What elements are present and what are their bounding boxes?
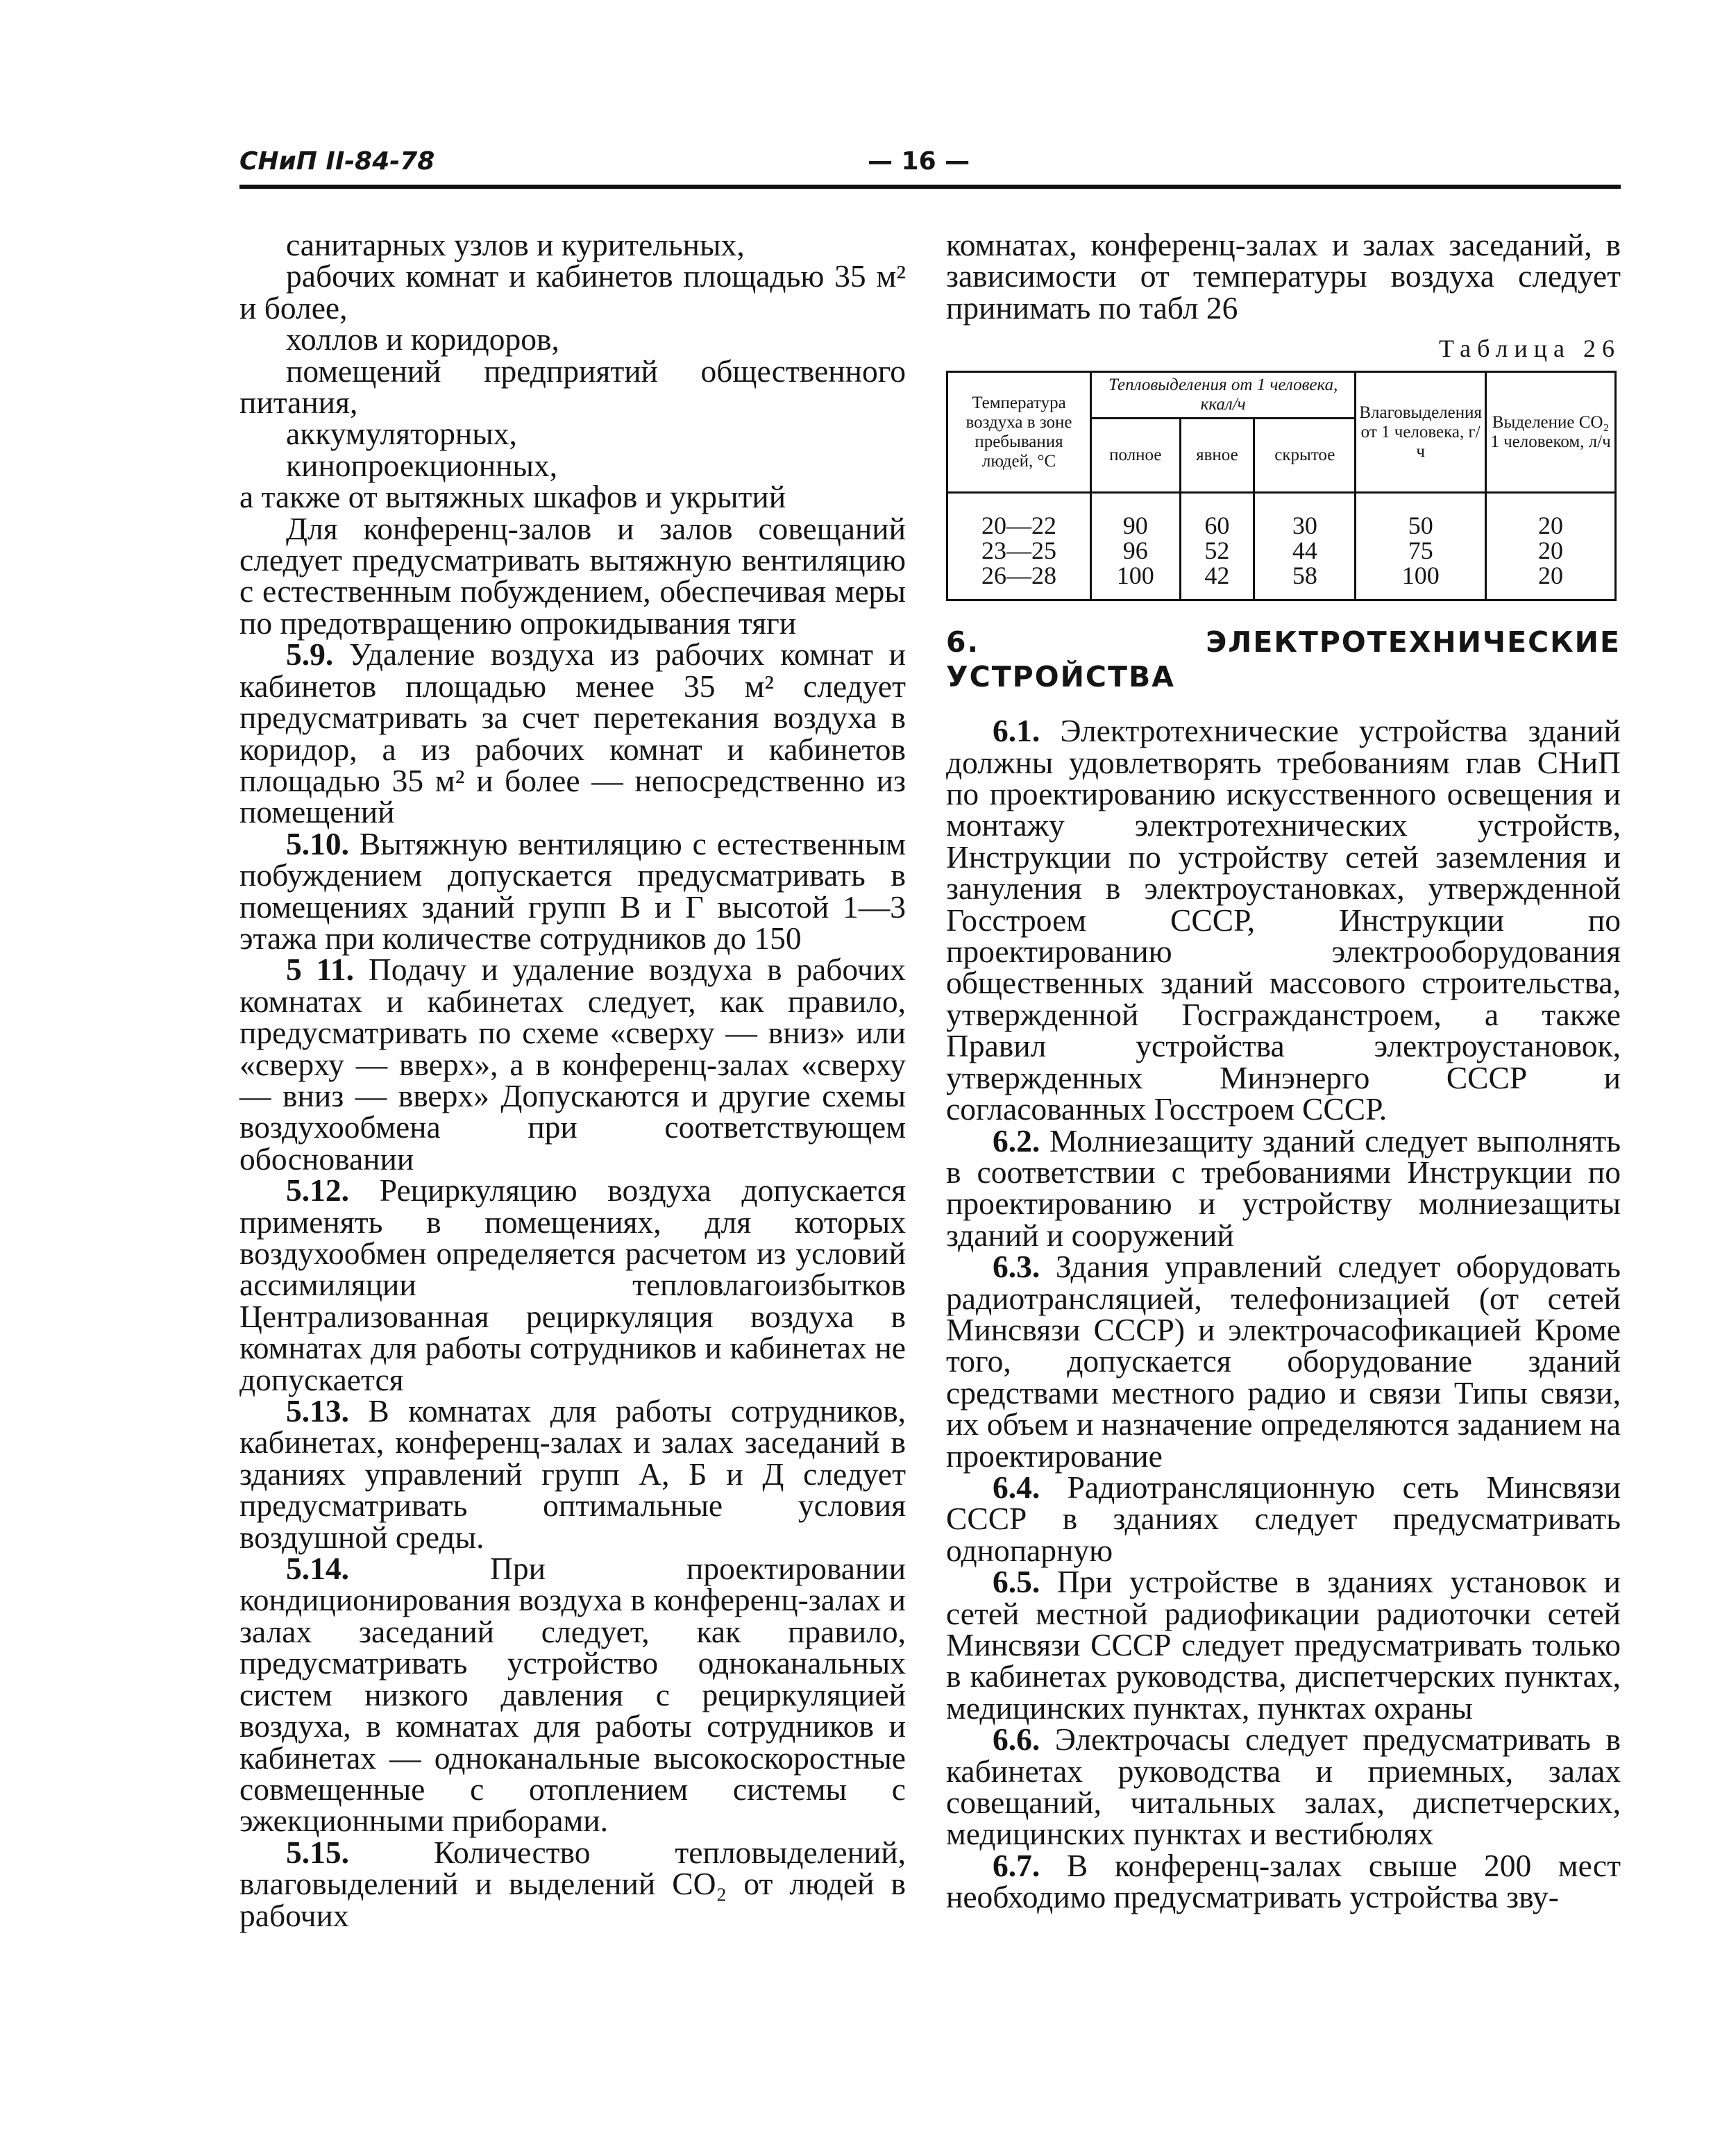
paragraph-number: 5.14. [286,1551,491,1587]
paragraph-text: Количество тепловыделений, влаговыделений и выделений СО₂ от людей в рабочих [239,1834,906,1933]
right-paragraph [946,715,1621,1125]
left-paragraph [239,416,906,452]
right-paragraph [946,1469,1621,1568]
left-paragraph [239,1553,906,1837]
paragraph-number: 6.1. [993,713,1061,749]
header-moisture: Влаговыделения от 1 человека, г/ч [1356,372,1486,493]
table-cell-full: 100 [1091,563,1181,600]
header-rule [239,185,1621,189]
table-row [947,493,1616,539]
paragraph-number: 6.3. [993,1249,1056,1285]
table-cell-moisture: 50 [1356,493,1486,539]
header-heat-group: Тепловыделения от 1 человека, ккал/ч [1091,372,1356,419]
paragraph-number: 6.2. [993,1122,1049,1159]
right-paragraph [946,1566,1621,1724]
table-cell-co2: 20 [1486,493,1616,539]
left-paragraph [239,258,906,326]
header-heat-full: полное [1091,419,1181,493]
paragraph-text: В комнатах для работы сотрудников, кабинетах, конференц-залах и залах заседаний в зданиях управлений групп А, Б и Д следует предусматривать оптимальные условия воздушной среды. [239,1393,906,1555]
right-paragraph [946,1251,1621,1472]
page-header [239,147,1621,182]
paragraph-text: Здания управлений следует оборудовать радиотрансляцией, телефонизацией (от сетей Минсвязи СССР) и электрочасофикацией Кроме того, допускается оборудование зданий средствами местного радио и связи Типы связи, их объем и назначение определяются заданием на проектирование [946,1249,1621,1474]
left-paragraph [239,355,906,419]
document-code: СНиП II-84-78 [239,147,435,176]
table-row [947,538,1616,563]
table-cell-latent: 44 [1254,538,1356,563]
left-paragraph [239,637,906,830]
section-paragraphs [946,713,1621,1915]
right-column [946,229,1621,1913]
paragraph-text: Электротехнические устройства зданий должны удовлетворять требованиям глав СНиП по проектированию искусственного освещения и монтажу электротехнических устройств, Инструкции по устройству сетей заземления и зануления в электроустановках, утвержденной Госстроем СССР, Инструкции по проектированию электрооборудования общественных зданий массового строительства, утвержденной Госгражданстроем, а также Правил устройства электроустановок, утвержденных Минэнерго СССР и согласованных Госстроем СССР. [946,713,1621,1127]
table-cell-sensible: 52 [1180,538,1254,563]
table-cell-moisture: 100 [1356,563,1486,600]
left-paragraph [239,323,906,355]
paragraph-text: Вытяжную вентиляцию с естественным побуждением допускается предусматривать в помещениях зданий групп В и Г высотой 1—3 этажа при количестве сотрудников до 150 [239,825,906,956]
table-26 [946,371,1617,601]
left-paragraph [239,510,906,641]
paragraph-text: Рециркуляцию воздуха допускается применять в помещениях, для которых воздухообмен определяется расчетом из условий ассимиляции тепловлагоизбытков Централизованная рециркуляция воздуха в комнатах для работы сотрудников и кабинетах не допускается [239,1172,906,1397]
paragraph-text: холлов и коридоров, [286,321,559,357]
paragraph-number: 5.13. [286,1393,369,1429]
table-intro-text: комнатах, конференц-залах и залах заседаний, в зависимости от температуры воздуха следует принимать по табл 26 [946,227,1621,326]
right-paragraph [946,1122,1621,1253]
section-title: 6. ЭЛЕКТРОТЕХНИЧЕСКИЕ УСТРОЙСТВА [946,625,1621,694]
paragraph-text: а также от вытяжных шкафов и укрытий [239,479,786,515]
paragraph-number: 6.4. [993,1469,1068,1505]
paragraph-number: 5.9. [286,637,349,673]
table-cell-co2: 20 [1486,538,1616,563]
paragraph-text: помещений предприятий общественного питания, [239,353,906,421]
table-cell-temp: 23—25 [947,538,1091,563]
table-cell-sensible: 60 [1180,493,1254,539]
header-heat-latent: скрытое [1254,419,1356,493]
table-cell-co2: 20 [1486,563,1616,600]
left-paragraph [239,825,906,956]
paragraph-number: 6.6. [993,1721,1055,1758]
paragraph-text: аккумуляторных, [286,416,517,452]
paragraph-number: 5.15. [286,1834,434,1870]
paragraph-number: 6.5. [993,1564,1057,1600]
left-paragraph [239,1174,906,1395]
paragraph-number: 5.10. [286,825,360,861]
right-paragraph [946,1721,1621,1852]
header-temperature: Температура воздуха в зоне пребывания людей, °С [947,372,1091,493]
table-cell-full: 90 [1091,493,1181,539]
left-paragraph [239,1834,906,1933]
paragraph-text: В конференц-залах свыше 200 мест необходимо предусматривать устройства зву- [946,1847,1621,1915]
paragraph-text: санитарных узлов и курительных, [286,227,745,262]
paragraph-number: 6.7. [993,1847,1067,1883]
paragraph-text: Электрочасы следует предусматривать в кабинетах руководства и приемных, залах совещаний, читальных залах, диспетчерских, медицинских пунктах и вестибюлях [946,1721,1621,1852]
paragraph-text: Удаление воздуха из рабочих комнат и кабинетов площадью менее 35 м² следует предусматривать за счет перетекания воздуха в коридор, а из рабочих комнат и кабинетов площадью 35 м² и более — непосредственно из помещений [239,637,906,830]
paragraph-text: При проектировании кондиционирования воздуха в конференц-залах и залах заседаний следует, как правило, предусматривать устройство одноканальных систем низкого давления с рециркуляцией воздуха, в комнатах для работы сотрудников и кабинетах — одноканальные высокоскоростные совмещенные с отоплением системы с эжекционными приборами. [239,1551,906,1839]
table-caption: Таблица 26 [1439,335,1621,363]
paragraph-text: Для конференц-залов и залов совещаний следует предусматривать вытяжную вентиляцию с естественным побуждением, обеспечивая меры по предотвращению опрокидывания тяги [239,510,906,641]
table-body [947,493,1616,600]
left-paragraph [239,1395,906,1553]
table-cell-latent: 58 [1254,563,1356,600]
paragraph-text: Радиотрансляционную сеть Минсвязи СССР в зданиях следует предусматривать однопарную [946,1469,1621,1568]
paragraph-number: 5.12. [286,1172,380,1208]
header-co2: Выделение СО₂ 1 человеком, л/ч [1486,372,1616,493]
table-row [947,563,1616,600]
header-heat-sensible: явное [1180,419,1254,493]
table-cell-latent: 30 [1254,493,1356,539]
left-paragraph [239,952,906,1177]
page-number: — 16 — [868,147,970,176]
paragraph-number: 5 11. [286,952,369,988]
table-cell-temp: 26—28 [947,563,1091,600]
right-paragraph [946,1847,1621,1915]
paragraph-text: Молниезащиту зданий следует выполнять в соответствии с требованиями Инструкции по проектированию и устройству молниезащиты зданий и сооружений [946,1122,1621,1253]
table-cell-sensible: 42 [1180,563,1254,600]
left-paragraph [239,229,906,260]
paragraph-text: При устройстве в зданиях установок и сетей местной радиофикации радиоточки сетей Минсвязи СССР следует предусматривать только в кабинетах руководства, диспетчерских пунктах, медицинских пунктах, пунктах охраны [946,1564,1621,1726]
table-cell-temp: 20—22 [947,493,1091,539]
left-paragraph [239,447,906,483]
paragraph-text: рабочих комнат и кабинетов площадью 35 м² и более, [239,258,906,326]
paragraph-text: Подачу и удаление воздуха в рабочих комнатах и кабинетах следует, как правило, предусматривать по схеме «сверху — вниз» или «сверху — вверх», а в конференц-залах «сверху — вниз — вверх» Допускаются и другие схемы воздухообмена при соответствующем обосновании [239,952,906,1177]
table-cell-moisture: 75 [1356,538,1486,563]
table-cell-full: 96 [1091,538,1181,563]
left-paragraph [239,479,906,515]
left-column [239,229,906,1931]
paragraph-text: кинопроекционных, [286,447,558,483]
